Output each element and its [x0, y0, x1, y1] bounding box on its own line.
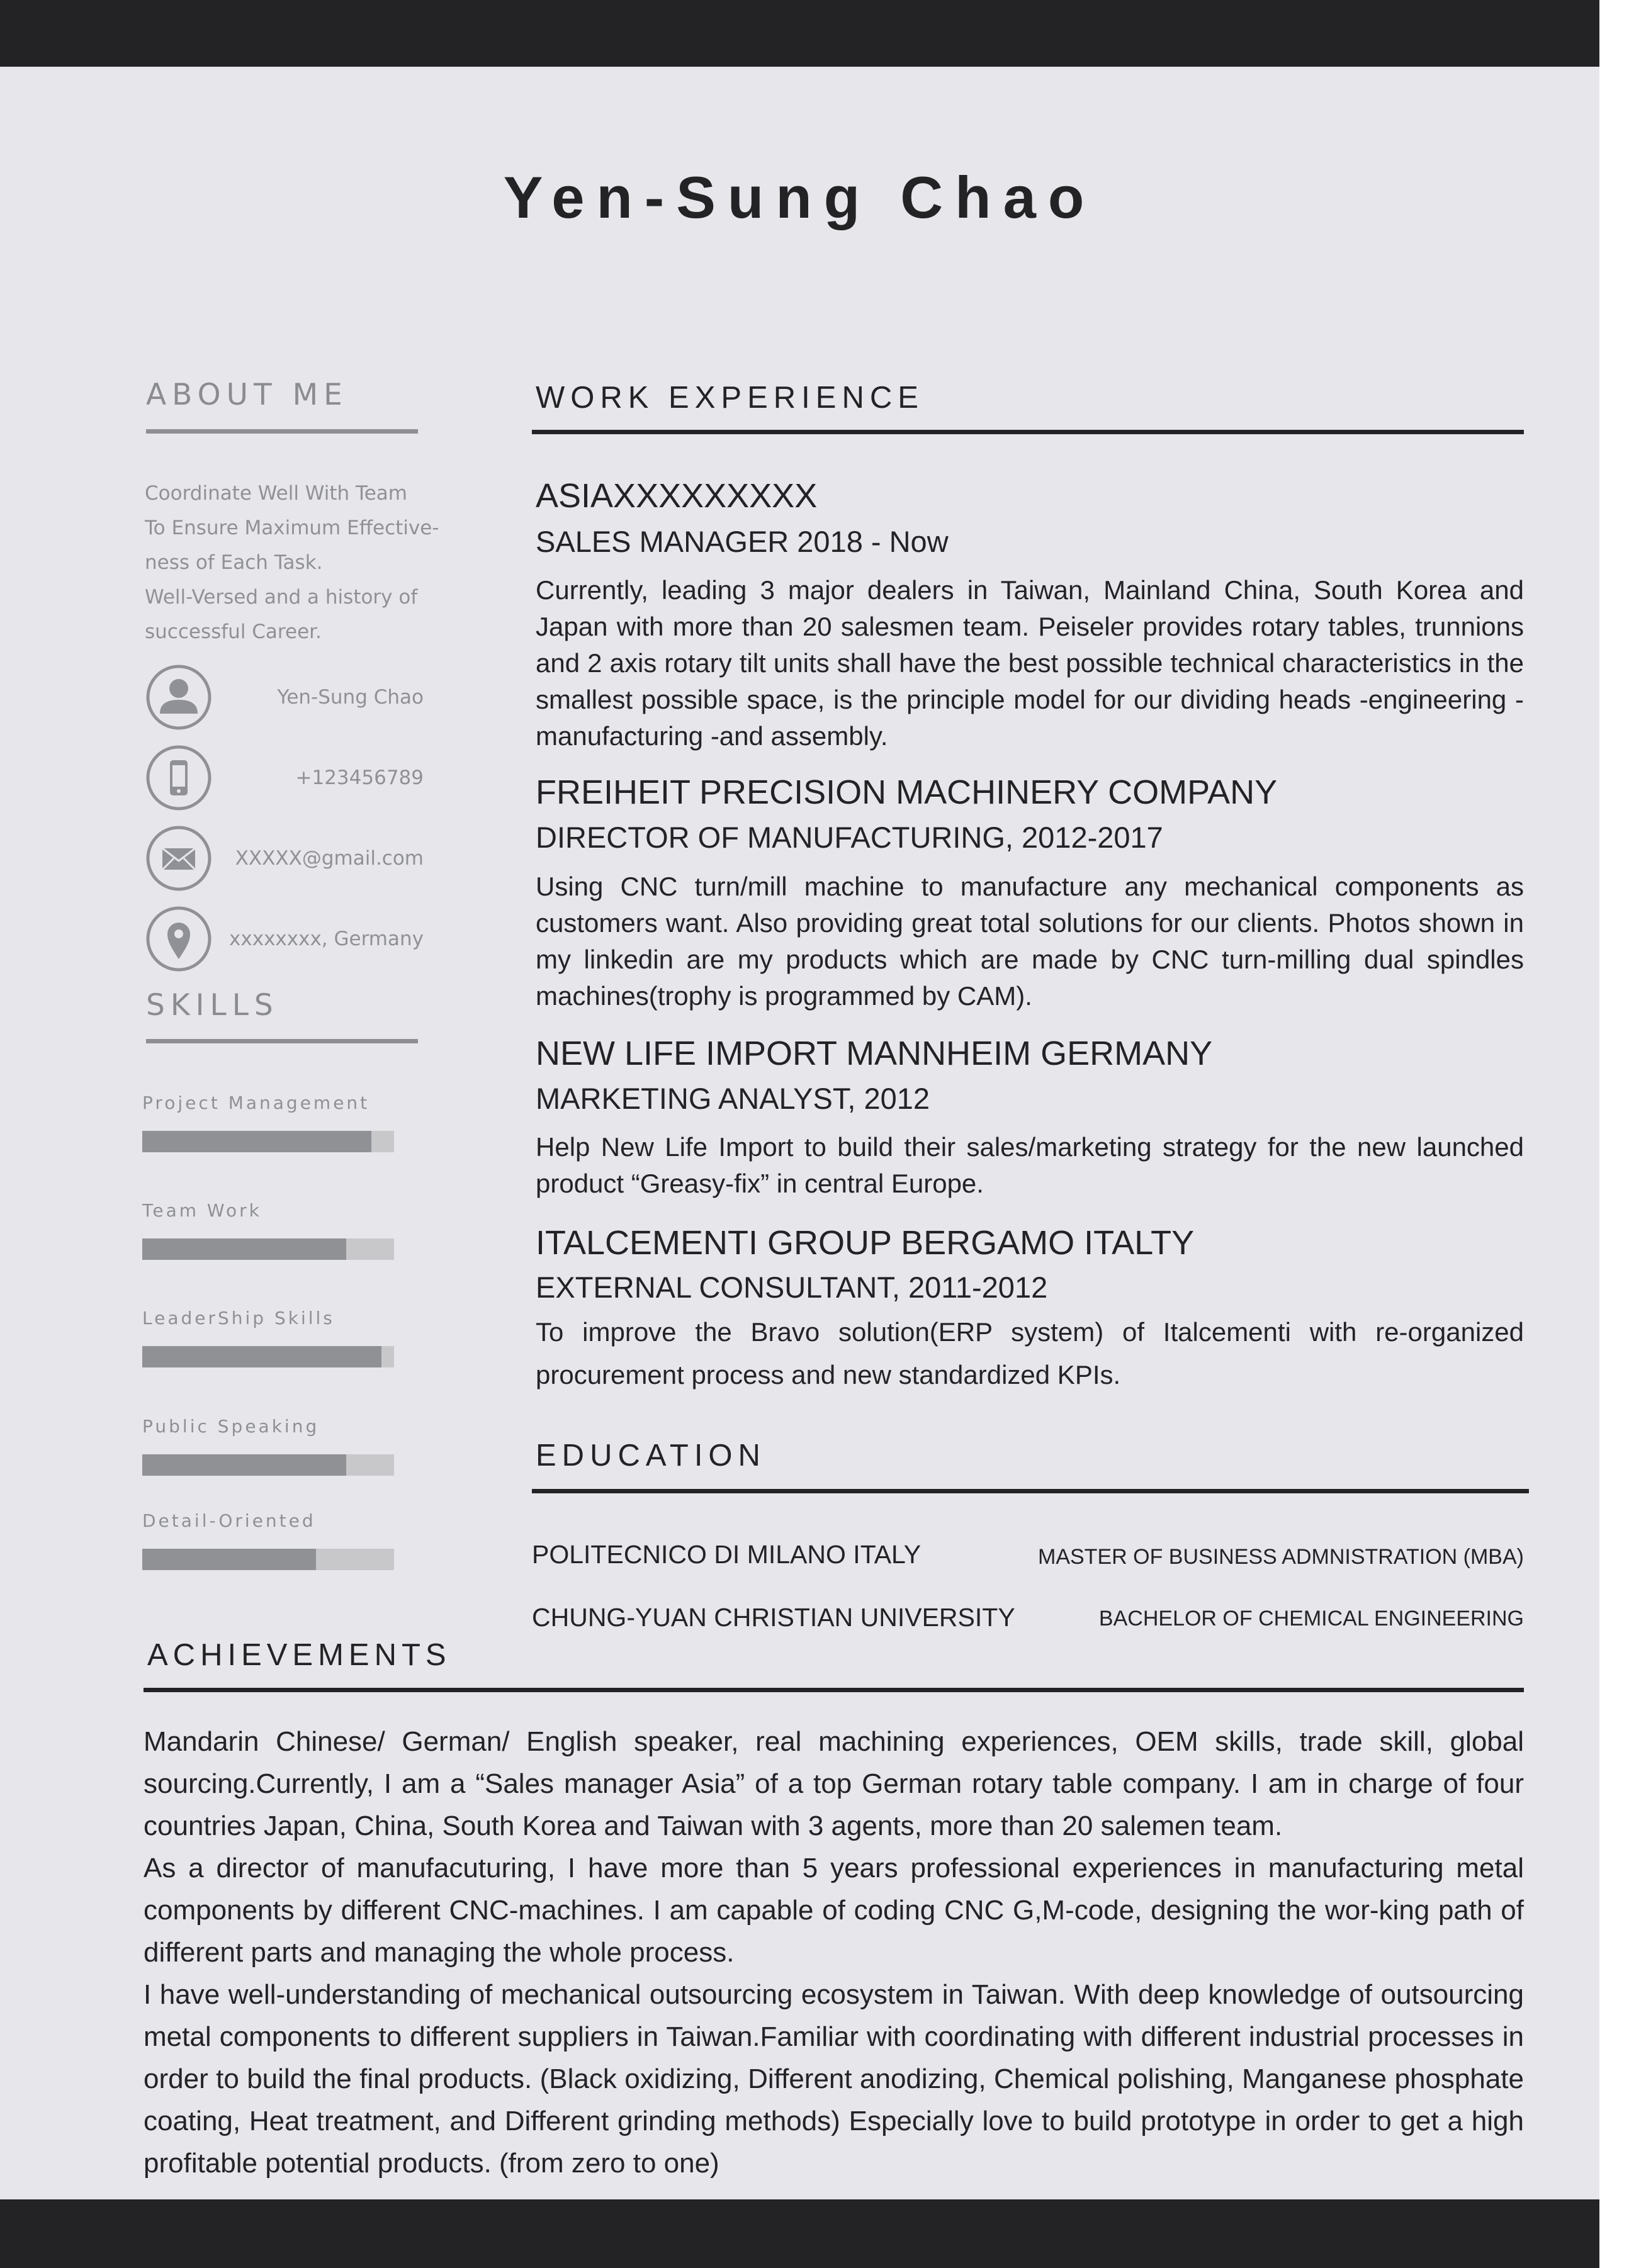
- skill-label: Team Work: [142, 1200, 262, 1221]
- skill-bar-fill: [142, 1346, 381, 1367]
- education-school: POLITECNICO DI MILANO ITALY: [532, 1540, 922, 1569]
- job-role: MARKETING ANALYST, 2012: [536, 1082, 930, 1115]
- skills-heading: SKILLS: [146, 988, 279, 1023]
- skill-bar-fill: [142, 1238, 346, 1260]
- achievement-paragraph: As a director of manufacuturing, I have more than 5 years professional experiences in manufacturing metal components by different CNC-machines. I am capable of coding CNC G,M-code, designing the wor-king path of different parts and managing the whole process.: [144, 1853, 1524, 1968]
- bottom-band: [0, 2199, 1599, 2268]
- about-line: successful Career.: [145, 620, 322, 643]
- achievements-heading: ACHIEVEMENTS: [147, 1638, 451, 1672]
- education-school: CHUNG-YUAN CHRISTIAN UNIVERSITY: [532, 1603, 1015, 1632]
- skill-label: Project Management: [142, 1092, 370, 1113]
- achievement-paragraph: I have well-understanding of mechanical outsourcing ecosystem in Taiwan. With deep knowledge of outsourcing metal components to different suppliers in Taiwan.Familiar with coordinating with different industrial processes in order to build the final products. (Black oxidizing, Different anodizing, Chemical polishing, Manganese phosphate coating, Heat treatment, and Different grinding methods) Especially love to build prototype in order to get a high profitable potential products. (from zero to one): [144, 1979, 1524, 2179]
- job-description: Currently, leading 3 major dealers in Taiwan, Mainland China, South Korea and Japan with more than 20 salesmen team. Peiseler provides rotary tables, trunnions and 2 axis rotary tilt units shall have the best possible technical characteristics in the smallest possible space, is the principle model for our dividing heads -engineering -manufacturing -and assembly.: [536, 575, 1524, 751]
- skills-rule: [146, 1039, 418, 1043]
- achievement-paragraph: Mandarin Chinese/ German/ English speaker, real machining experiences, OEM skills, trade skill, global sourcing.Currently, I am a “Sales manager Asia” of a top German rotary table company. I am in charge of four countries Japan, China, South Korea and Taiwan with 3 agents, more than 20 salemen team.: [144, 1726, 1524, 1841]
- education-heading: EDUCATION: [536, 1439, 766, 1473]
- achievements-rule: [144, 1688, 1524, 1692]
- about-heading: ABOUT ME: [146, 378, 348, 412]
- work-heading: WORK EXPERIENCE: [536, 381, 924, 415]
- skill-label: Detail-Oriented: [142, 1510, 316, 1531]
- skill-bar-fill: [142, 1131, 371, 1152]
- about-rule: [146, 429, 418, 434]
- candidate-name: Yen-Sung Chao: [503, 164, 1096, 230]
- skill-bar: [142, 1238, 394, 1260]
- contact-email[interactable]: XXXXX@gmail.com: [235, 847, 424, 870]
- education-degree: MASTER OF BUSINESS ADMNISTRATION (MBA): [1038, 1545, 1524, 1569]
- job-role: EXTERNAL CONSULTANT, 2011-2012: [536, 1271, 1048, 1304]
- contact-phone[interactable]: +123456789: [295, 766, 424, 789]
- person-icon: [146, 665, 211, 730]
- job-company: NEW LIFE IMPORT MANNHEIM GERMANY: [536, 1035, 1213, 1072]
- about-line: Well-Versed and a history of: [145, 586, 418, 609]
- about-line: Coordinate Well With Team: [145, 482, 407, 505]
- job-role: DIRECTOR OF MANUFACTURING, 2012-2017: [536, 821, 1163, 854]
- phone-icon: [146, 745, 211, 811]
- skill-bar: [142, 1346, 394, 1367]
- about-line: To Ensure Maximum Effective-: [145, 517, 439, 539]
- about-line: ness of Each Task.: [145, 551, 323, 574]
- job-company: ASIAXXXXXXXXX: [536, 477, 818, 515]
- about-text: [145, 476, 439, 649]
- job-description: Help New Life Import to build their sales/marketing strategy for the new launched product “Greasy-fix” in central Europe.: [536, 1132, 1524, 1198]
- education-degree: BACHELOR OF CHEMICAL ENGINEERING: [1098, 1607, 1524, 1631]
- mail-icon: [146, 826, 211, 891]
- skill-label: LeaderShip Skills: [142, 1308, 335, 1328]
- location-pin-icon: [146, 906, 211, 972]
- contact-location: xxxxxxxx, Germany: [229, 928, 424, 950]
- job-company: ITALCEMENTI GROUP BERGAMO ITALTY: [536, 1224, 1195, 1262]
- top-band: [0, 0, 1599, 67]
- job-company: FREIHEIT PRECISION MACHINERY COMPANY: [536, 773, 1278, 811]
- achievements-text: [144, 1721, 1524, 2184]
- skill-bar-fill: [142, 1454, 346, 1476]
- job-description: Using CNC turn/mill machine to manufacture any mechanical components as customers want. Also providing great total solutions for our clients. Photos shown in my linkedin are my products which are made by CNC turn-milling dual spindles machines(trophy is programmed by CAM).: [536, 872, 1524, 1011]
- job-description: To improve the Bravo solution(ERP system) of Italcementi with re-organized procurement process and new standardized KPIs.: [536, 1317, 1524, 1389]
- education-rule: [532, 1489, 1529, 1493]
- skill-label: Public Speaking: [142, 1416, 320, 1437]
- work-rule: [532, 430, 1524, 434]
- skill-bar: [142, 1549, 394, 1570]
- skill-bar: [142, 1131, 394, 1152]
- skill-bar: [142, 1454, 394, 1476]
- job-role: SALES MANAGER 2018 - Now: [536, 525, 949, 558]
- skill-bar-fill: [142, 1549, 316, 1570]
- contact-name: Yen-Sung Chao: [277, 686, 424, 709]
